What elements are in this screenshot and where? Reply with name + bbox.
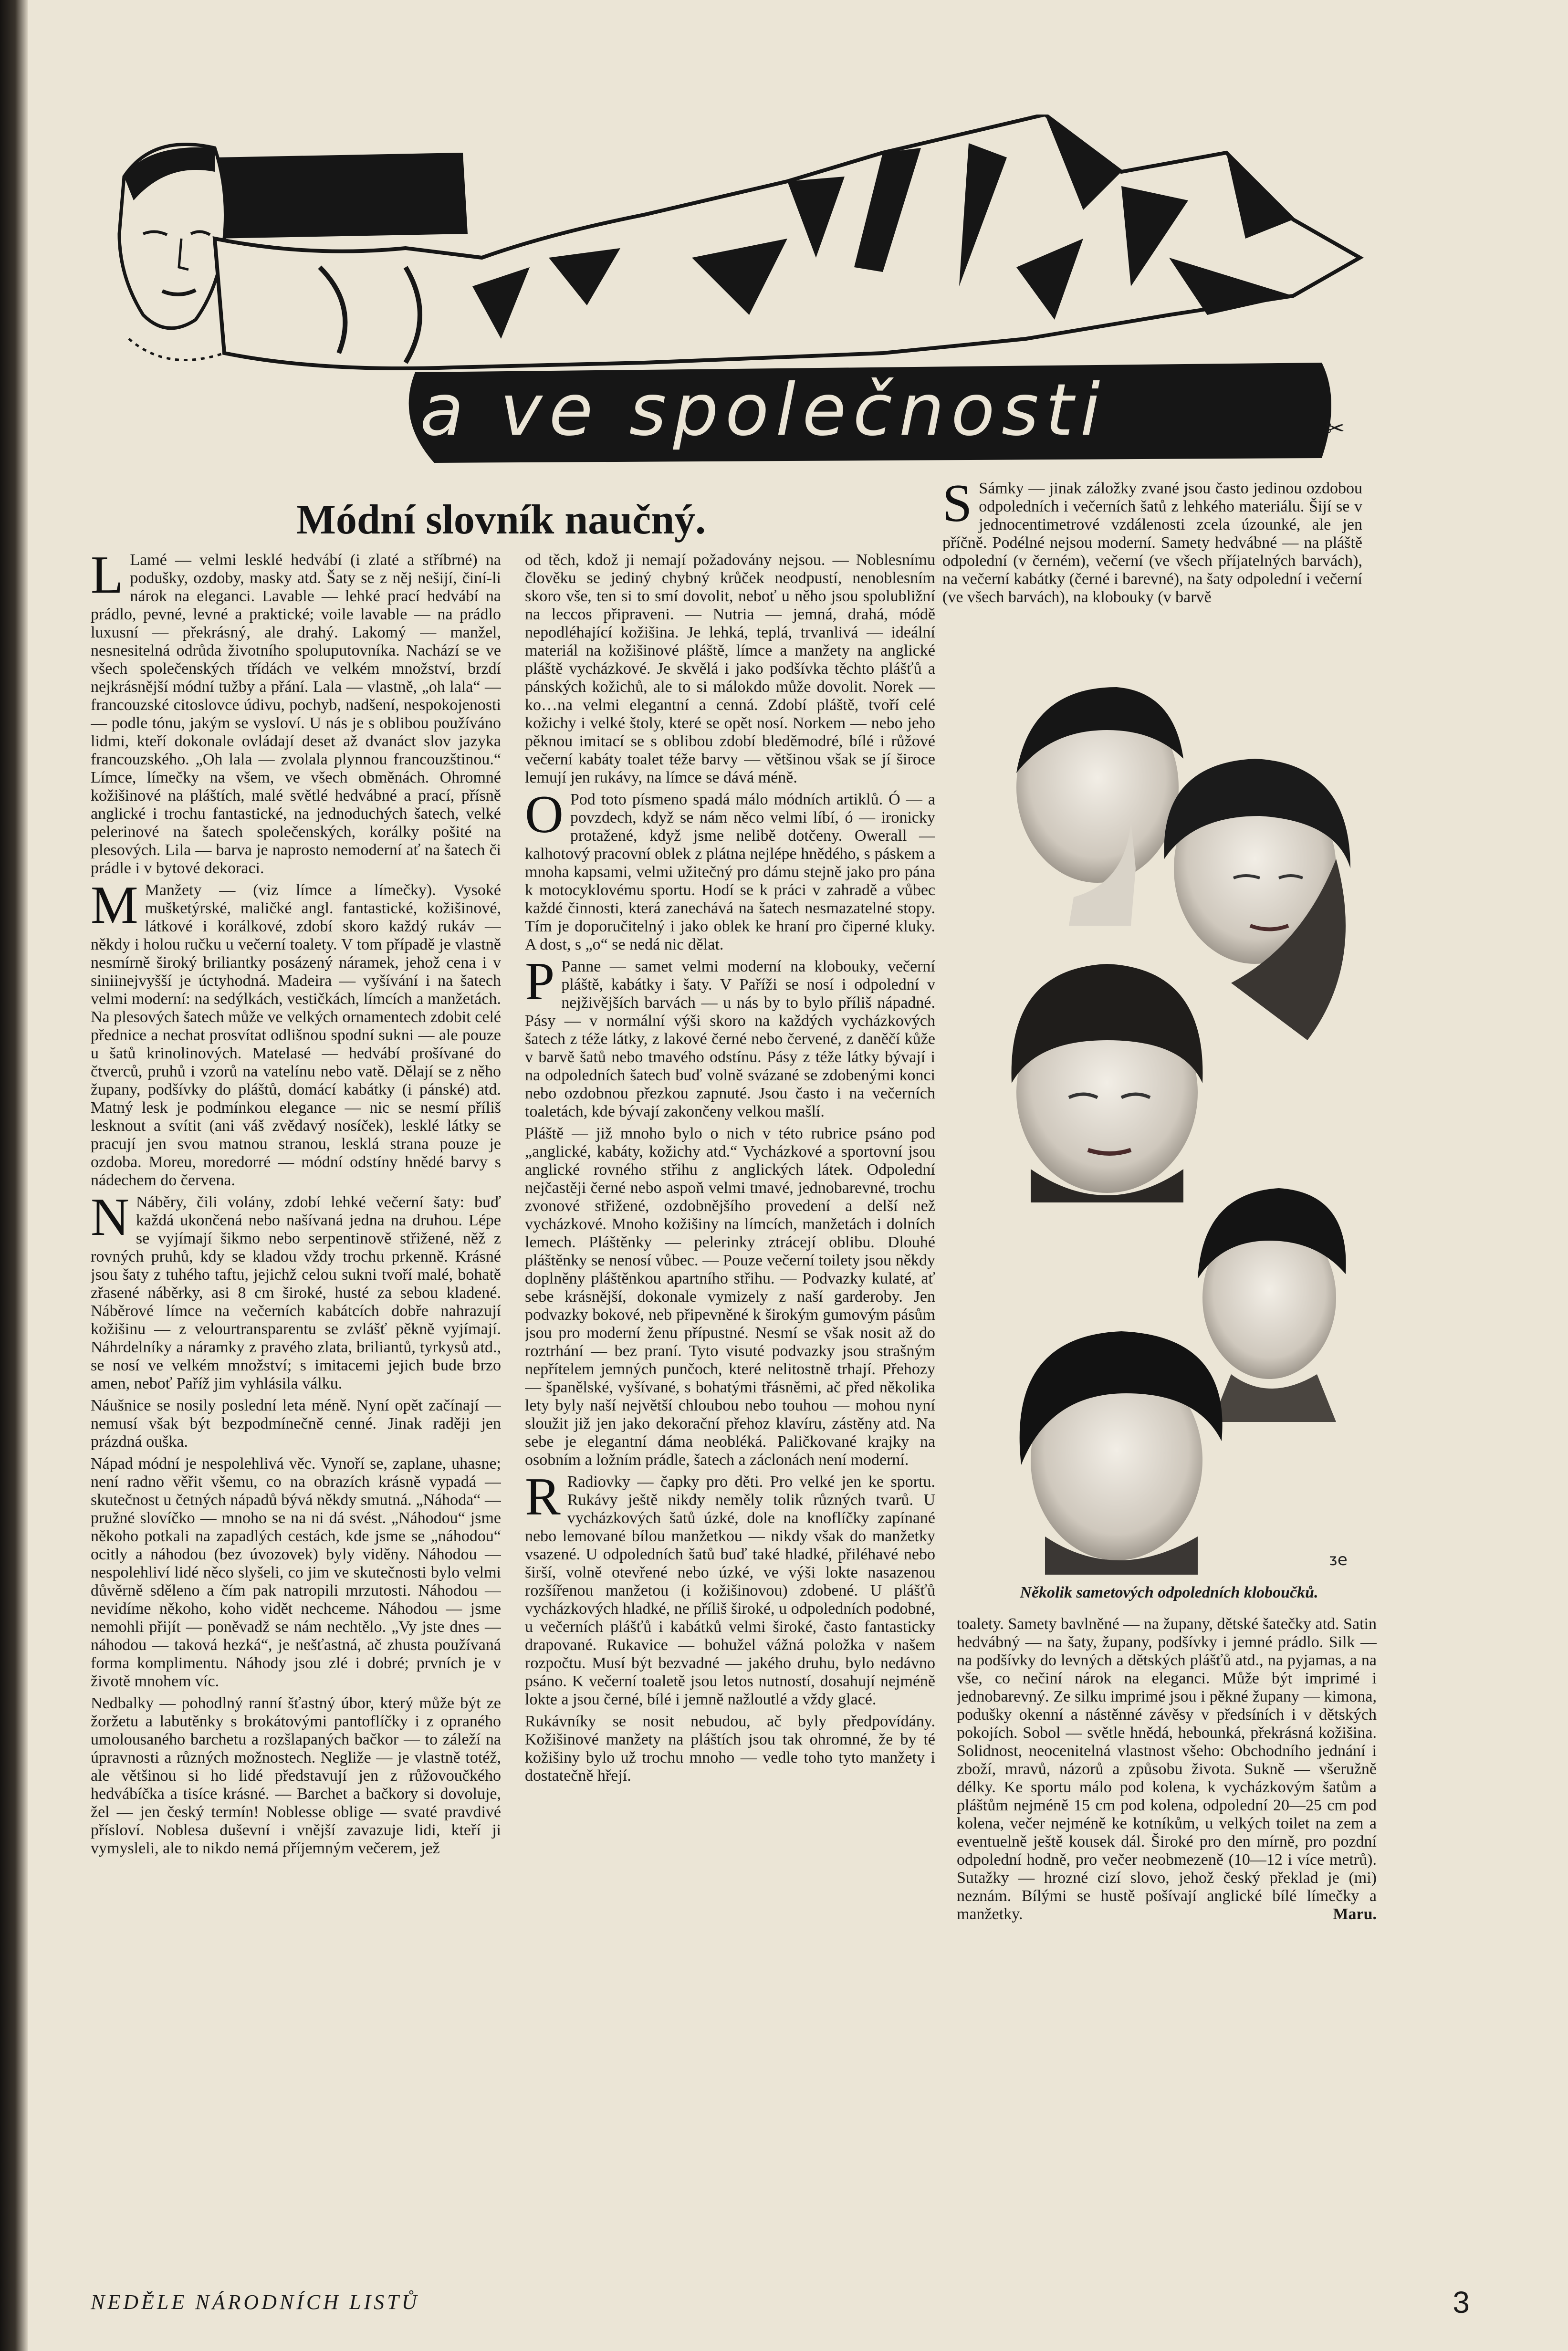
paragraph (91, 1188, 501, 1393)
photo-caption: Několik sametových odpoledních kloboučků. (1020, 1584, 1318, 1601)
paragraph-text: Lamé — velmi lesklé hedvábí (i zlaté a stříbrné) na podušky, ozdoby, masky atd. Šaty se z něj nešijí, činí-li nárok na eleganci. Lavable — lehké prací hedvábí na prádlo, pevné, levné a praktické; voile lavable — na prádlo luxusní — překrásný, ale drahý. Lakomý — manžel, nesnesitelná odrůda životního spoluputovníka. Nachází se ve všech společenských třídách ve velkém množství, brzdí nejkrásnější módní tužby a přání. Lala — vlastně, „oh lala“ — francouzské citoslovce údivu, pochyb, nadšení, nespokojenosti — podle tónu, jakým se vysloví. U nás je s oblibou používáno lidmi, kteří dokonale ovládají deset až dvanáct slov jazyka francouzského. „Oh lala — zvolala plynnou francouzštinou.“ Límce, límečky na všem, ve všech obměnách. Ohromné kožišinové na pláštích, malé světlé hedvábné a prací, přísně anglické i trochu fantastické, na jednoduchých šatech, velké pelerinové na šatech společenských, korálky pošité na plesových. Lila — barva je naprosto nemoderní ať na šatech či prádle i v bytové dekoraci. (91, 551, 501, 877)
paragraph (91, 1397, 501, 1451)
dropcap: L (91, 551, 124, 605)
paragraph-text: Radiovky — čapky pro děti. Pro velké jen ke sportu. Rukávy ještě nikdy neměly tolik různých tvarů. U vycházkových šatů úzké, dole na knoflíčky zapínané nebo lemované bílou manžetkou — nikdy však do manžetky vsazené. U odpoledních šatů buď také hladké, přiléhavé nebo širší, volně otevřené nebo úzké, ve výši lokte nasazenou rozšířenou manžetou (i kožišinovou) zdobené. U plášťů vycházkových hladké, ne příliš široké, u odpoledních podobné, u večerních plášťů i kabátků velmi široké, často fantasticky drapované. Rukavice — bohužel vážná položka v našem rozpočtu. Musí být bezvadné — jakého druhu, bylo nedávno psáno. K večerní toaletě jsou letos nutností, dosahují nejméně lokte a jsou černé, bílé i jemně nažloutlé a vždy glacé. (525, 1473, 935, 1708)
page-binding-edge (0, 0, 28, 2351)
article-column-3-bottom (957, 1615, 1377, 2245)
paragraph-text: Manžety — (viz límce a límečky). Vysoké mušketýrské, maličké angl. fantastické, kožišinové, látkové i korálkové, zdobí skoro každý rukáv — někdy i holou ručku u večerní toalety. V tom případě je vlastně nesmírně široký briliantky posázený náramek, jehož cena i v siniinejvyšší je úctyhodná. Madeira — vyšívání i na šatech velmi moderní: na sedýlkách, vestičkách, límcích a manžetách. Na plesových šatech může ve velkých ornamentech zdobit celé přednice a nechat prosvítat odlišnou spodní sukni — ale pouze u šatů krinolinových. Matelasé — hedvábí prošívané do čtverců, pruhů i vzorů na vatelínu nebo vatě. Dělají se z něho župany, podšívky do pláštů, domácí kabátky (i pánské) atd. Matný lesk je podmínkou elegance — nic se nesmí příliš lesknout a svítit (ani váš zvědavý nosíček), lesklé látky se pracují jen svou matnou stranou, lesklá strana pouze je ozdoba. Moreu, moredorré — módní odstíny hnědé barvy s nádechem do červena. (91, 881, 501, 1189)
paragraph (91, 1455, 501, 1691)
paragraph-text: toalety. Samety bavlněné — na župany, dětské šatečky atd. Satin hedvábný — na šaty, župany, podšívky i jemné prádlo. Silk — na podšívky do levných a dětských plášťů atd., na pyjamas, a na vše, co nečiní nárok na eleganci. Může být imprimé i jednobarevný. Ze silku imprimé jsou i pěkné župany — kimona, podušky okenní a nástěnné závěsy v předsíních i v dětských pokojích. Sobol — světle hnědá, hebounká, překrásná kožišina. Solidnost, neocenitelná vlastnost všeho: Obchodního jednání i zboží, mravů, názorů a způsobu života. Sukně — všeružně délky. Ke sportu málo pod kolena, k vycházkovým šatům a pláštům nejméně 15 cm pod kolena, odpolední 20—25 cm pod kolena, večer nejméně ke kotníkům, u velkých toilet na zem a eventuelně ještě kousek dál. Široké pro den mírně, pro pozdní odpolední hodně, pro večer neobmezeně (10—12 i více metrů). Sutažky — hrozné cizí slovo, jehož český překlad je (mi) neznám. Bílými se hustě pošívají anglické bílé límečky a manžetky. (957, 1615, 1377, 1923)
dropcap: M (91, 876, 138, 935)
article-author: Maru. (1333, 1905, 1377, 1923)
paragraph (942, 480, 1362, 606)
dropcap: N (91, 1188, 129, 1247)
paragraph (525, 1467, 935, 1709)
article-column-1 (91, 551, 501, 2240)
paragraph (525, 551, 935, 787)
dropcap: P (525, 952, 555, 1011)
paragraph-text: Sámky — jinak záložky zvané jsou často jedinou ozdobou odpoledních i večerních šatů z lehkého materiálu. Šijí se v jednocentimetrové vzdálenosti zcela úzounké, ale jen příčně. Podélné nejsou moderní. Samety hedvábné — na pláště odpolední (v černém), večerní (ve všech příjatelných barvách), na večerní kabátky (černé i barevné), na šaty odpolední i večerní (ve všech barvách), na klobouky (v barvě (942, 480, 1362, 606)
dropcap: S (942, 480, 972, 533)
scissors-icon: ✂ (1326, 415, 1345, 442)
header-title-main: Doma (196, 33, 456, 144)
paragraph (91, 551, 501, 878)
paragraph-text: Nedbalky — pohodlný ranní šťastný úbor, který může být ze žoržetu a labutěnky s brokátovými pantoflíčky i z opraného umolousaného barchetu a rozšlapaných bačkor — to záleží na úpravnosti a různých možnostech. Negliže — je vlastně totéž, ale většinou si ho lidé představují jen z růžovoučkého hedvábíčka a tisíce krásné. — Barchet a bačkory si dovoluje, žel — jen český termín! Noblesse oblige — svaté pravdivé přísloví. Noblesa duševní i vnější zavazuje lidi, kteří ji vymysleli, ale to nikdo nemá příjemným večerem, jež (91, 1694, 501, 1857)
article-column-3-top (942, 480, 1362, 680)
paragraph-text: Nápad módní je nespolehlivá věc. Vynoří se, zaplane, uhasne; není radno věřit všemu, co na obrazích krásně vypadá — skutečnost u četných nápadů bývá někdy smutná. „Náhoda“ — pružné slovíčko — mnoho se na ni dá svést. „Náhodou“ jsme někoho potkali na zapadlých cestách, kde jsme se „náhodou“ ocitly a náhodou (bez úvozovek) byly viděny. Náhodou — nespolehliví lidé něco slyšeli, co jim ve skutečnosti bylo velmi důvěrně sděleno a čím pak natropili mrzutosti. Náhodou — nevidíme někoho, koho vidět nechceme. Náhodou — jsme nemohli přijít — poněvadž se nám nechtělo. „Vy jste dnes — náhodou — taková hezká“, je nešťastná, ač zhusta používaná forma komplimentu. Náhody jsou zlé i dobré; prvních je v životě mnohem víc. (91, 1455, 501, 1690)
paragraph (525, 952, 935, 1121)
header-title-sub: a ve společnosti (420, 369, 1107, 452)
paragraph (525, 785, 935, 954)
page-number: 3 (1453, 2285, 1470, 2320)
doma-banner (215, 153, 468, 239)
article-column-2 (525, 551, 935, 2240)
paragraph (525, 1713, 935, 1785)
paragraph (91, 1694, 501, 1858)
photo-collage-image (973, 678, 1365, 1584)
article-headline: Módní slovník naučný. (296, 497, 706, 543)
paragraph-text: Panne — samet velmi moderní na klobouky, večerní pláště, kabátky i šaty. V Paříži se nosí i odpolední v nejživějších barvách — u nás by to bylo příliš nápadné. Pásy — v normální výši skoro na každých vycházkových šatech z téže látky, z lakové černé nebo červené, z daněčí kůže v barvě šatů nebo tmavého odstínu. Pásy z téže látky bývají i na odpoledních šatech buď volně svázané se zdobenými konci nebo ozdobnou přezkou zapnuté. Jsou často i na večerních toaletách, kde bývají zakončeny velkou mašlí. (525, 958, 935, 1120)
paragraph (957, 1615, 1377, 1923)
paragraph-text: od těch, kdož ji nemají požadovány nejsou. — Noblesnímu člověku se jediný chybný krůček neodpustí, nenoblesním skoro vše, ten si to smí dovolit, neboť u něho jsou spolubližní na leccos připraveni. — Nutria — jemná, drahá, módě nepodléhající kožišina. Je lehká, teplá, trvanlivá — ideální materiál na kožišinové pláště, límce a manžety na anglické pláště vycházkové. Je skvělá i jako podšívka těchto plášťů a pánských kožichů, ale to si málokdo může dovolit. Norek — ko…na velmi elegantní a cenná. Zdobí pláště, tvoří celé kožichy i velké štoly, které se opět nosí. Norkem — nebo jeho pěknou imitací se s oblibou zdobí bleděmodré, bílé i růžové večerní kabáty toalet téže barvy — většinou však se jí široce lemují jen rukávy, na límce se dává méně. (525, 551, 935, 786)
hats-photo-collage (973, 678, 1365, 1584)
paragraph (91, 876, 501, 1190)
dropcap: R (525, 1467, 561, 1526)
dropcap: O (525, 785, 564, 844)
paragraph (525, 1125, 935, 1469)
paragraph-text: Rukávníky se nosit nebudou, ač byly předpovídány. Kožišinové manžety na pláštích jsou tak ohromné, že by té kožišiny bylo už trochu mnoho — vedle toho tyto manžety i dostatečně hřejí. (525, 1713, 935, 1785)
paragraph-text: Náušnice se nosily poslední leta méně. Nyní opět začínají — nemusí však být bezpodmínečně cenné. Jinak raději jen prázdná ouška. (91, 1397, 501, 1451)
photo-signature: ᴣe (1329, 1550, 1348, 1569)
paragraph-text: Pod toto písmeno spadá málo módních artiklů. Ó — a povzdech, když se nám něco velmi líbí, ó — ironicky protažené, když jsme nelibě dotčeny. Owerall — kalhotový pracovní oblek z plátna nejlépe hnědého, s páskem a mnoha kapsami, velmi užitečný pro dámu stejně jako pro pána k motocyklovému sportu. Hodí se k práci v zahradě a vůbec každé činnosti, která zanechává na šatech nesmazatelné stopy. Tím je doporučitelný i jako oblek ke hraní pro čiperné kluky. A dost, s „o“ se nedá nic dělat. (525, 791, 935, 953)
publication-name: NEDĚLE NÁRODNÍCH LISTŮ (91, 2290, 420, 2314)
paragraph-text: Náběry, čili volány, zdobí lehké večerní šaty: buď každá ukončená nebo našívaná jedna na druhou. Lépe se vyjímají šikmo nebo serpentinově střižené, něž z rovných pruhů, kdy se kladou vždy trochu prkenně. Krásné jsou šaty z tuhého taftu, jejichž celou sukni tvoří malé, bohatě zřasené náběrky, asi 8 cm široké, husté za sebou kladené. Náběrové límce na večerních kabátcích dobře nahrazují kožišinu — z velourtransparentu se zvlášť pěkně vyjímají. Náhrdelníky a náramky z pravého zlata, briliantů, tyrkysů atd., se nosí ve velkém množství; s imitacemi jejich bude brzo amen, neboť Paříž jim vyhlásila válku. (91, 1193, 501, 1392)
paragraph-text: Pláště — již mnoho bylo o nich v této rubrice psáno pod „anglické, kabáty, kožichy atd.“ Vycházkové a sportovní jsou anglické rovného střihu z anglických látek. Odpolední nejčastěji černé nebo aspoň velmi tmavé, jednobarevné, trochu zvonové střižené, ozdobnějšího provedení a delší než vycházkové. Mnoho kožišiny na límcích, manžetách i dolních lemech. Pláštěnky — pelerinky ztrácejí oblibu. Dlouhé pláštěnky se nenosí vůbec. — Pouze večerní toilety jsou někdy doplněny pláštěnkou apartního střihu. — Podvazky kulaté, ať sebe krásnější, dokonale vymizely z naší garderoby. Jen podvazky bokové, neb připevněné k širokým gumovým pásům jsou pro moderní ženu přípustné. Nesmí se však nosit až do roztrhání — bez praní. Tyto visuté podvazky jsou strašným nepřítelem jemných punčoch, které nelitostně trhají. Přehozy — španělské, vyšívané, s bohatými třásněmi, ač před několika lety byly naší největší chloubou nebo touhou — mohou nyní sloužit již jen jako dekorační přehoz klavíru, zástěny atd. Na sebe je elegantní dáma neobléká. Paličkované krajky na osobním a ložním prádle, šatech a záclonách není moderní. (525, 1125, 935, 1469)
